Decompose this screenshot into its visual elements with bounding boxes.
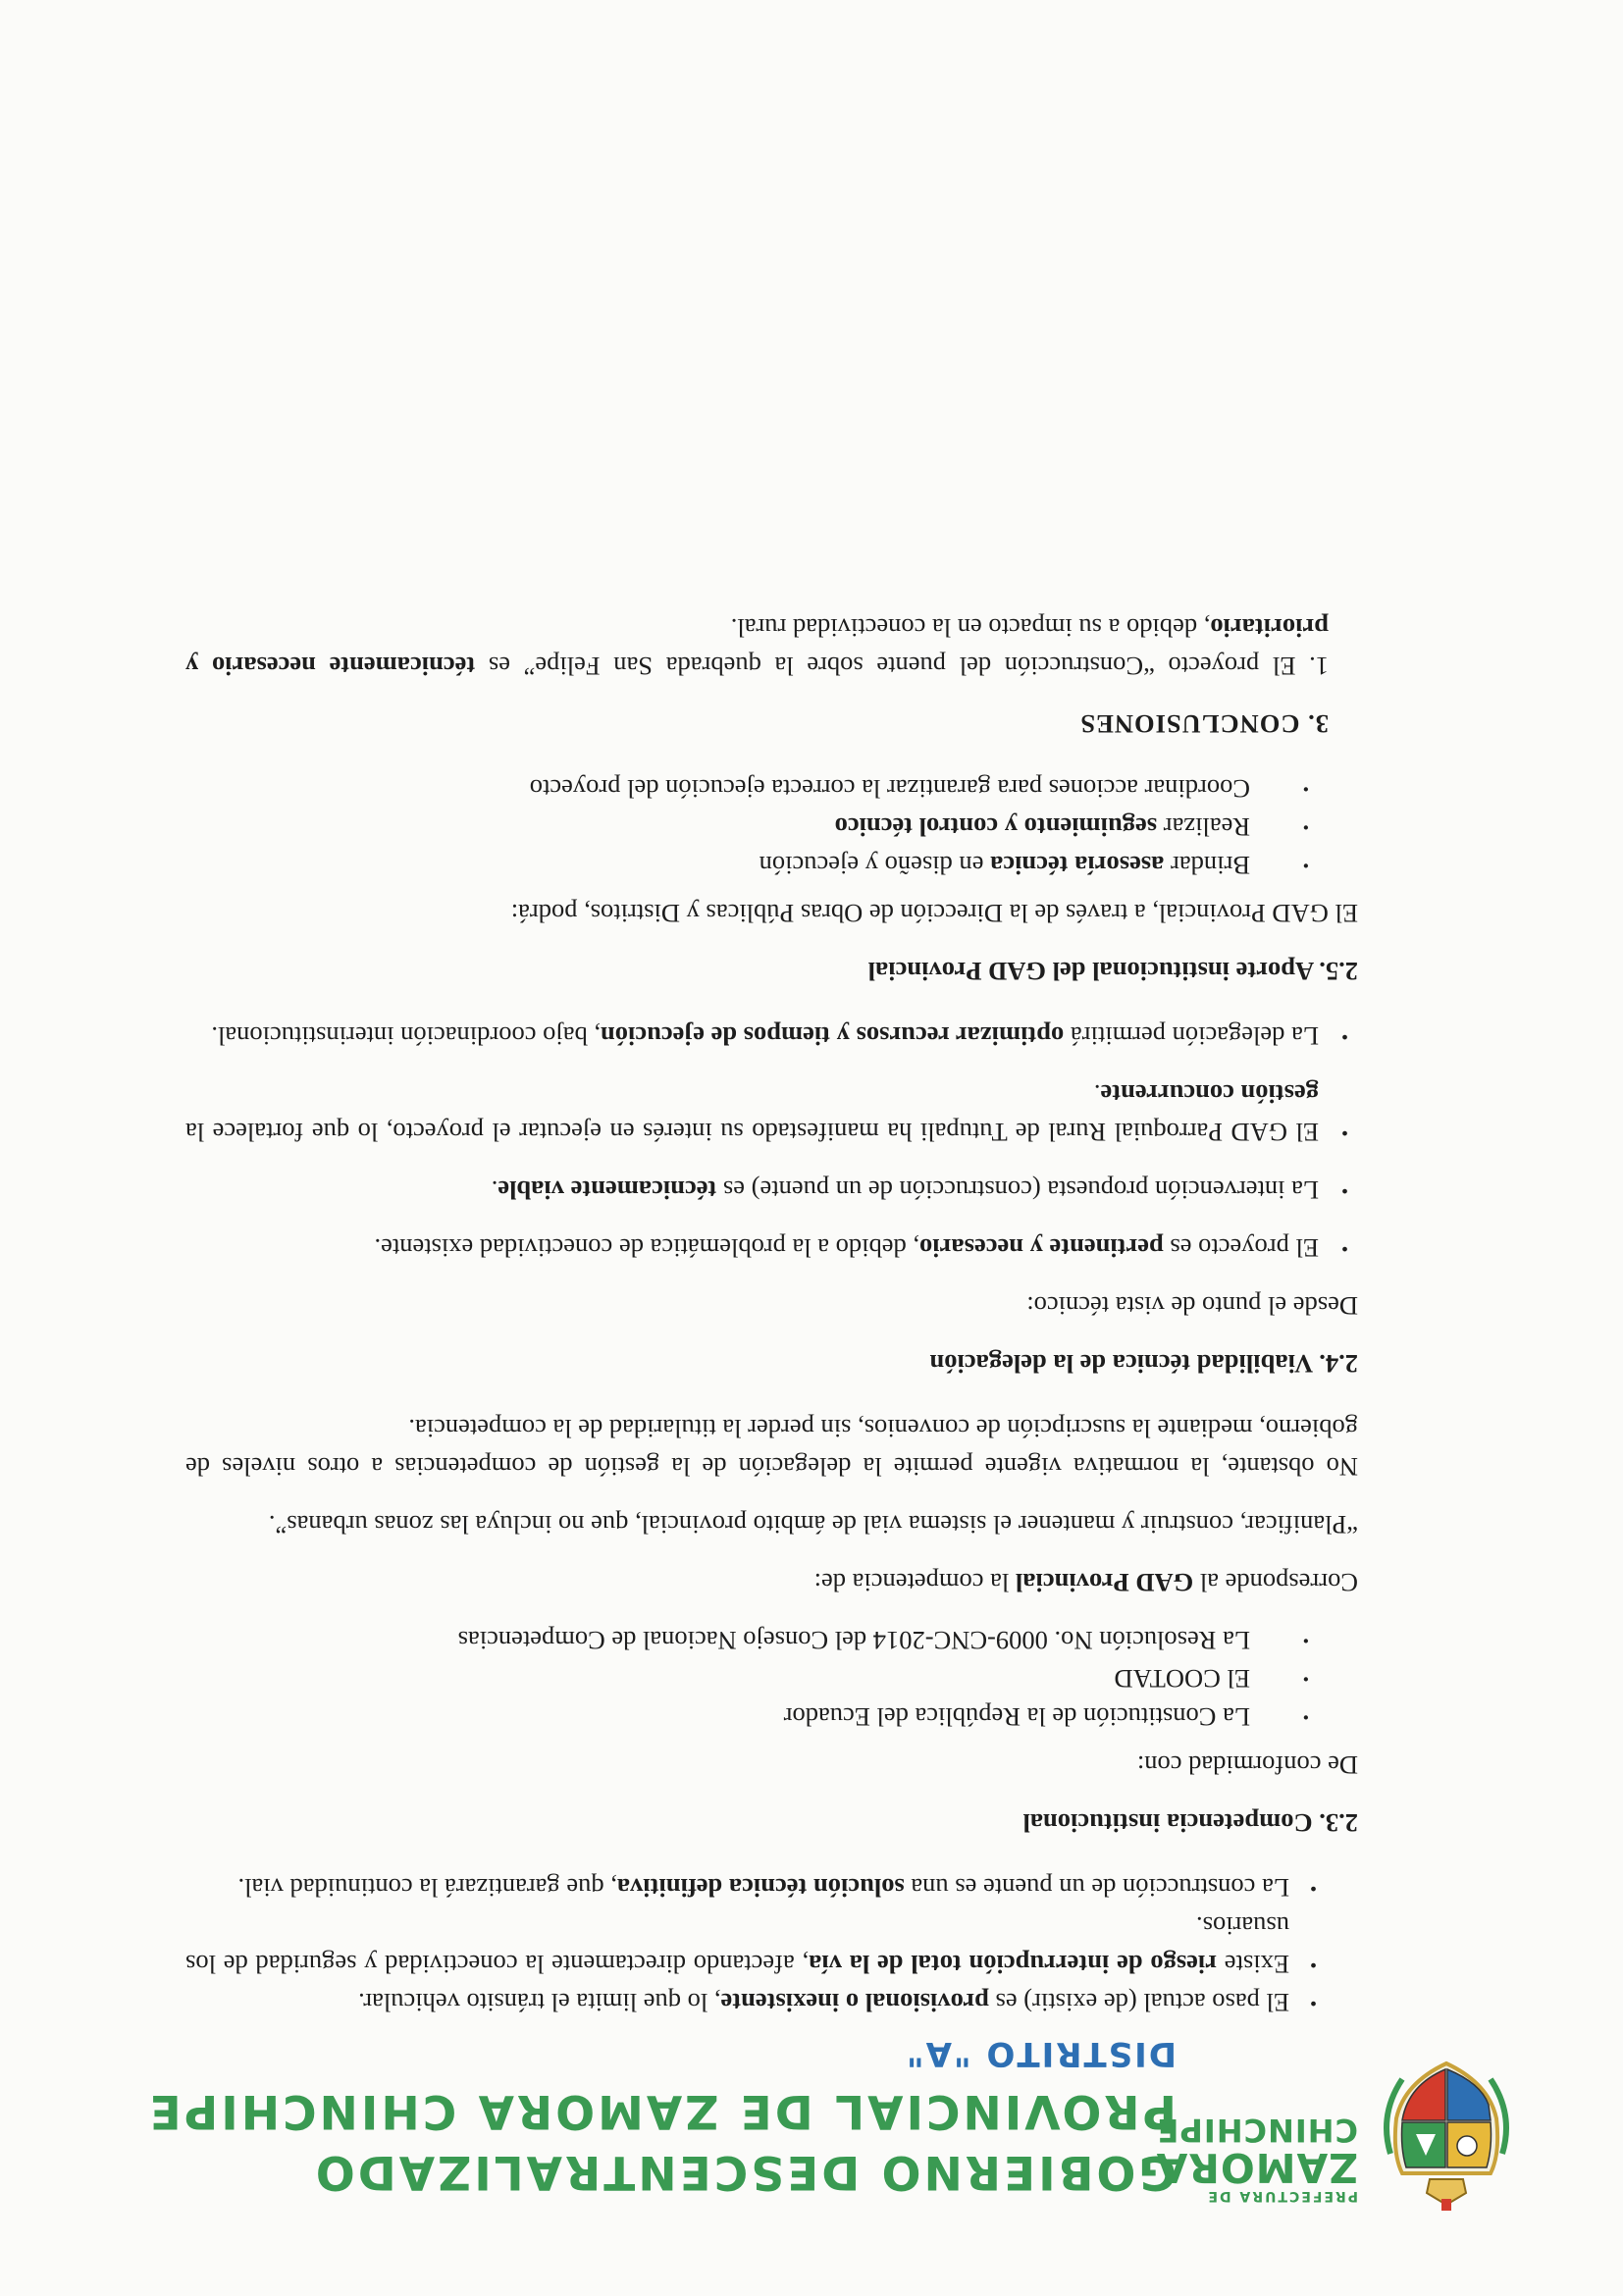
law-item: • La Constitución de la República del Ecuador (185, 1697, 1358, 1736)
quote-paragraph: “Planificar, construir y mantener el sistema vial de ámbito provincial, que no incluya las zonas urbanas”. (268, 1510, 1358, 1539)
paragraph: De conformidad con: (1136, 1750, 1358, 1780)
logo-word-chinchipe: CHINCHIPE (1156, 2112, 1358, 2150)
list-item: • El paso actual (de existir) es provisional o inexistente, lo que limita el tránsito vehicular. (185, 1983, 1358, 2021)
list-item: • Brindar asesoría técnica en diseño y ejecución (185, 846, 1358, 884)
list-item: • La construcción de un puente es una solución técnica definitiva, que garantizará la continuidad vial. (185, 1868, 1358, 1906)
list-item: • Existe riesgo de interrupción total de la vía, afectando directamente la conectividad y seguridad de los usuarios. (185, 1906, 1358, 1983)
brand-wordmark (1155, 2112, 1358, 2204)
section-heading-conclusiones: 3. CONCLUSIONES (1079, 709, 1329, 739)
logo-word-zamora: ZAMORA (1155, 2144, 1358, 2192)
section-heading-2-4: 2.4. Viabilidad técnica de la delegación (929, 1349, 1358, 1379)
logo-top-text: PREFECTURA DE (1206, 2188, 1358, 2204)
law-item: • El COOTAD (185, 1659, 1358, 1697)
paragraph: No obstante, la normativa vigente permite la delegación de la gestión de competencias a otros niveles de gobierno, mediante la suscripción de convenios, sin perder la titularidad de la competencia. (185, 1414, 1358, 1482)
list-item: • Realizar seguimiento y control técnico (185, 808, 1358, 846)
list-item: • El GAD Parroquial Rural de Tutupali ha manifestado su interés en ejecutar el proyecto, lo que fortalece la gestión concurrente. (185, 1074, 1358, 1151)
prefectura-coat-of-arms-logo (1373, 2056, 1520, 2213)
document-body (185, 608, 1358, 2021)
conclusion-item: 1. El proyecto “Construcción del puente sobre la quebrada San Felipe” es técnicamente necesario y prioritario, debido a su impacto en la conectividad rural. (185, 613, 1329, 681)
gov-title-line1: GOBIERNO DESCENTRALIZADO (312, 2145, 1177, 2199)
section-heading-2-3: 2.3. Competencia institucional (1022, 1808, 1358, 1838)
government-header (78, 2023, 1177, 2202)
gov-title-line2: PROVINCIAL DE ZAMORA CHINCHIPE (146, 2084, 1177, 2138)
section-heading-2-5: 2.5. Aporte institucional del GAD Provincial (867, 957, 1358, 986)
list-item: • La intervención propuesta (construcción de un puente) es técnicamente viable. (185, 1171, 1358, 1209)
list-item: • La delegación permitirá optimizar recursos y tiempos de ejecución, bajo coordinación interinstitucional. (185, 1017, 1358, 1055)
district-label: DISTRITO "A" (904, 2034, 1177, 2073)
list-item: • El proyecto es pertinente y necesario, debido a la problemática de conectividad existente. (185, 1228, 1358, 1267)
list-item: • Coordinar acciones para garantizar la correcta ejecución del proyecto (185, 769, 1358, 808)
paragraph: Corresponde al GAD Provincial la competencia de: (813, 1568, 1358, 1597)
paragraph: El GAD Provincial, a través de la Dirección de Obras Públicas y Distritos, podrá: (510, 899, 1358, 928)
law-item: • La Resolución No. 0009-CNC-2014 del Consejo Nacional de Competencias (185, 1621, 1358, 1659)
paragraph: Desde el punto de vista técnico: (1026, 1291, 1358, 1321)
